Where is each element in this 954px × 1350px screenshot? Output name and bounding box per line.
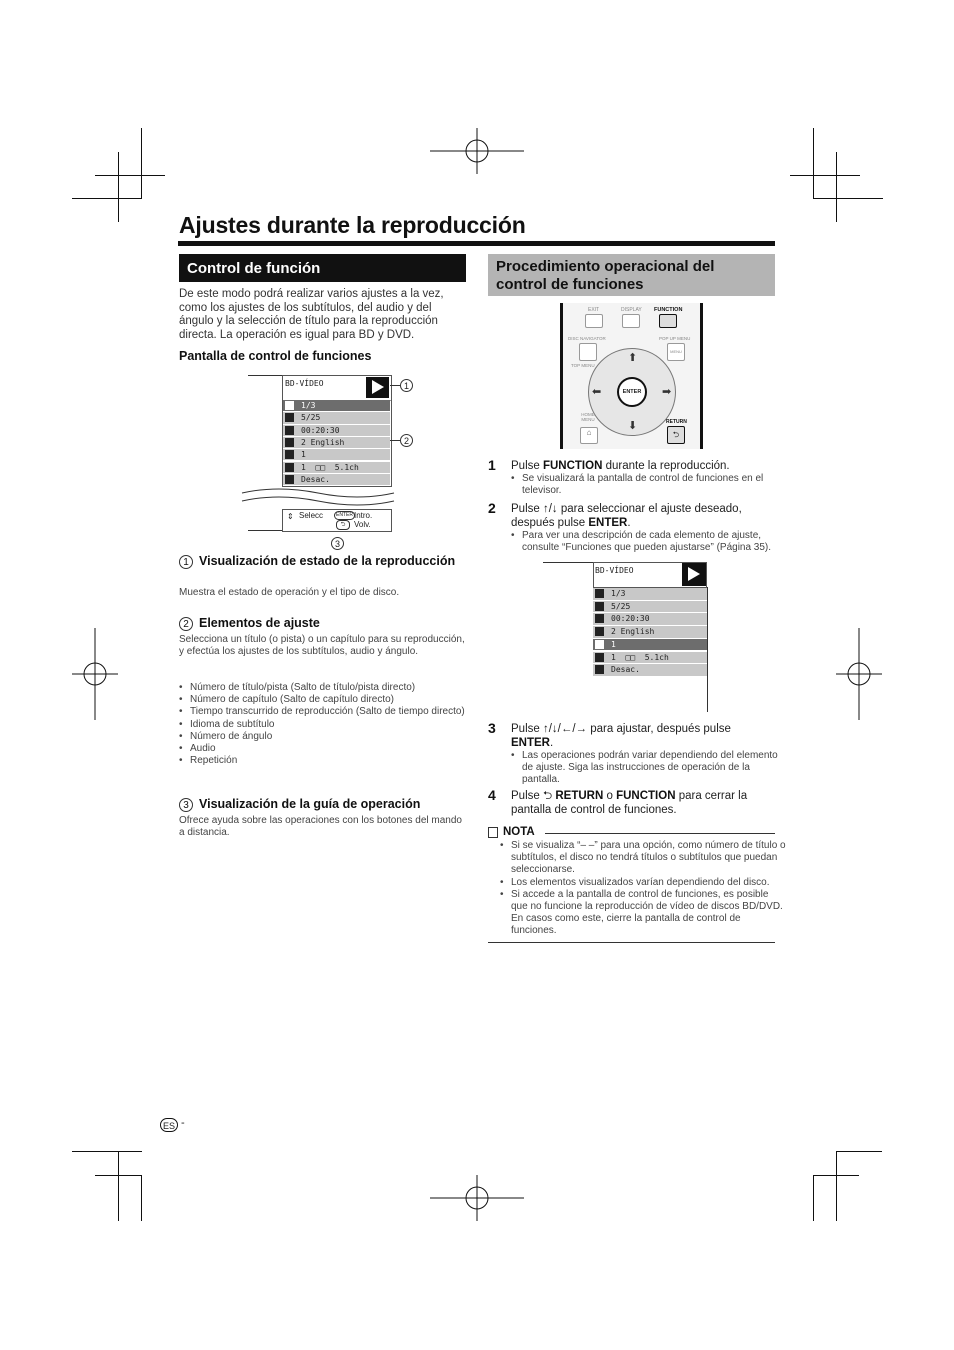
setting-value: 5/25 xyxy=(301,413,321,423)
enter-button[interactable]: ENTER xyxy=(617,377,647,407)
setting-value: 5/25 xyxy=(611,601,631,611)
remote-control-illustration xyxy=(560,303,703,449)
setting-value: 00:20:30 xyxy=(611,614,650,624)
list-item: • Tiempo transcurrido de reproducción (Salto de tiempo directo) xyxy=(190,706,477,718)
title-rule xyxy=(178,241,775,246)
registration-mark-top xyxy=(430,128,524,174)
return-label: RETURN xyxy=(666,419,687,425)
step-4-number: 4 xyxy=(488,787,496,803)
setting-value: 1 xyxy=(301,450,306,460)
top-menu-label: TOP MENU xyxy=(571,363,595,368)
list-item: • Los elementos visualizados varían dependiendo del disco. xyxy=(511,877,786,889)
note-bottom-rule xyxy=(488,942,775,943)
setting-icon xyxy=(285,426,294,435)
step-3-number: 3 xyxy=(488,720,496,736)
direction-pad[interactable] xyxy=(588,348,676,436)
callout-3: 3 xyxy=(331,537,344,550)
list-item: • Número de ángulo xyxy=(190,731,477,743)
osd-setting-row[interactable] xyxy=(283,425,390,436)
osd-setting-row[interactable] xyxy=(283,474,390,485)
page-title: Ajustes durante la reproducción xyxy=(179,212,526,238)
setting-icon xyxy=(285,413,294,422)
exit-label: EXIT xyxy=(588,307,600,313)
arrow-right-icon: ➡ xyxy=(662,386,672,398)
item-2-number: 2 xyxy=(179,617,193,631)
step-3-notes xyxy=(511,750,786,787)
setting-icon xyxy=(285,450,294,459)
item-3-desc: Ofrece ayuda sobre las operaciones con los botones del mando a distancia. xyxy=(179,815,462,838)
setting-icon xyxy=(595,627,604,636)
item-3-number: 3 xyxy=(179,798,193,812)
arrow-down-icon: ⬇ xyxy=(628,420,638,432)
note-icon xyxy=(488,827,498,838)
arrow-up-icon: ⬆ xyxy=(628,352,638,364)
popup-menu-label: POP UP MENU xyxy=(659,336,691,341)
step-2-notes xyxy=(511,530,786,554)
guide-select: Selecc xyxy=(299,511,324,520)
osd-disc-type: BD-VÍDEO xyxy=(285,379,324,388)
display-label: DISPLAY xyxy=(621,307,642,313)
item-3-title: 3 Visualización de la guía de operación xyxy=(179,797,420,812)
updown-icon: ⇕ xyxy=(287,512,294,521)
menu-button[interactable]: MENU xyxy=(667,343,685,361)
item-2-desc: Selecciona un título (o pista) o un capítulo para su reproducción, y efectúa los ajustes de los subtítulos, audio y ángulo. xyxy=(179,634,465,657)
osd-setting-row[interactable] xyxy=(593,639,707,651)
osd-setting-row[interactable] xyxy=(593,626,707,638)
display-button[interactable] xyxy=(622,314,640,328)
return-key-icon: ⮌ xyxy=(336,520,350,530)
osd-setting-row[interactable] xyxy=(593,613,707,625)
note-rule xyxy=(545,833,775,834)
setting-value: 2 English xyxy=(611,627,655,637)
list-item: • Las operaciones podrán variar dependiendo del elemento de ajuste. Siga las instrucciones de operación de la pantalla. xyxy=(522,750,786,787)
language-badge: ES xyxy=(160,1118,178,1132)
setting-value: Desac. xyxy=(301,474,330,484)
setting-value: Desac. xyxy=(611,665,640,675)
wave-break xyxy=(238,485,398,509)
setting-icon xyxy=(595,640,604,649)
setting-value: 1 □□ 5.1ch xyxy=(611,652,669,662)
registration-mark-right xyxy=(836,628,882,720)
setting-value: 00:20:30 xyxy=(301,425,340,435)
osd-guide-panel xyxy=(282,509,392,532)
osd-setting-row[interactable] xyxy=(593,601,707,613)
guide-back: Volv. xyxy=(354,520,371,529)
setting-icon xyxy=(285,438,294,447)
osd-setting-row[interactable] xyxy=(593,652,707,664)
intro-text: De este modo podrá realizar varios ajustes a la vez, como los ajustes de los subtítulos, del audio y del ángulo y la selección de título para la reproducción directa. La operación es igual para BD y DVD. xyxy=(179,288,444,341)
list-item: • Idioma de subtítulo xyxy=(190,719,477,731)
setting-value: 1/3 xyxy=(301,401,316,410)
note-title: NOTA xyxy=(503,826,535,838)
list-item: • Para ver una descripción de cada elemento de ajuste, consulte “Funciones que pueden ajustarse” (Página 35). xyxy=(522,530,786,554)
step-1-number: 1 xyxy=(488,457,496,473)
list-item: • Número de título/pista (Salto de título/pista directo) xyxy=(190,682,477,694)
callout-2: 2 xyxy=(400,434,413,447)
osd2-disc-type: BD-VÍDEO xyxy=(595,566,634,575)
page-number: - xyxy=(181,1117,185,1129)
setting-icon xyxy=(595,602,604,611)
registration-mark-left xyxy=(72,628,118,720)
step-2-text: Pulse ↑/↓ para seleccionar el ajuste deseado, después pulse ENTER. xyxy=(511,503,742,529)
play-icon xyxy=(366,377,389,398)
return-button[interactable]: ⮌ xyxy=(667,426,685,444)
setting-icon xyxy=(285,463,294,472)
osd-setting-row[interactable] xyxy=(283,437,390,448)
screen-heading: Pantalla de control de funciones xyxy=(179,349,372,363)
step-1-text: Pulse FUNCTION durante la reproducción. xyxy=(511,460,730,472)
setting-value: 2 English xyxy=(301,437,345,447)
setting-icon xyxy=(285,475,294,484)
disc-navigator-label: DISC NAVIGATOR xyxy=(568,336,606,341)
step-4-text: Pulse ⮌ RETURN o FUNCTION para cerrar la pantalla de control de funciones. xyxy=(511,790,748,816)
osd-setting-row[interactable] xyxy=(283,400,390,411)
section-title-right: Procedimiento operacional del control de funciones xyxy=(488,254,775,296)
item-1-desc: Muestra el estado de operación y el tipo de disco. xyxy=(179,587,400,598)
callout-1: 1 xyxy=(400,379,413,392)
setting-icon xyxy=(285,401,294,410)
arrow-left-icon: ⬅ xyxy=(592,386,602,398)
osd-setting-row[interactable] xyxy=(593,588,707,600)
adjustment-items-list xyxy=(179,682,477,767)
osd-setting-row[interactable] xyxy=(283,412,390,423)
list-item: • Si accede a la pantalla de control de funciones, es posible que no funcione la reproducción de vídeo de discos BD/DVD. En casos como este, cierre la pantalla de control de funciones. xyxy=(511,889,786,938)
list-item: • Número de capítulo (Salto de capítulo directo) xyxy=(190,694,477,706)
osd-setting-row[interactable] xyxy=(283,449,390,460)
item-1-number: 1 xyxy=(179,555,193,569)
osd-setting-row[interactable] xyxy=(283,462,390,473)
item-2-title: 2 Elementos de ajuste xyxy=(179,616,320,631)
list-item: • Se visualizará la pantalla de control de funciones en el televisor. xyxy=(522,473,786,497)
step-1-notes xyxy=(511,473,786,497)
enter-key-icon: ENTER xyxy=(336,512,353,518)
step-3-text: Pulse ↑/↓/←/→ para ajustar, después pulse ENTER. xyxy=(511,723,731,749)
function-label: FUNCTION xyxy=(654,307,683,313)
setting-icon xyxy=(595,665,604,674)
home-icon[interactable]: ⌂ xyxy=(580,427,598,444)
list-item: • Repetición xyxy=(190,755,477,767)
setting-value: 1 xyxy=(611,639,616,649)
function-button[interactable] xyxy=(659,314,677,328)
guide-enter: Intro. xyxy=(354,511,373,520)
item-1-title: 1 Visualización de estado de la reproducción xyxy=(179,554,459,569)
setting-value: 1 □□ 5.1ch xyxy=(301,462,359,472)
home-menu-label: HOME MENU xyxy=(581,412,595,422)
registration-mark-bottom xyxy=(430,1175,524,1221)
setting-value: 1/3 xyxy=(611,589,626,598)
section-title-left: Control de función xyxy=(179,254,466,282)
step-2-number: 2 xyxy=(488,500,496,516)
play-icon xyxy=(682,563,706,586)
setting-icon xyxy=(595,653,604,662)
disc-navigator-button[interactable] xyxy=(579,343,597,361)
list-item: • Audio xyxy=(190,743,477,755)
exit-button[interactable] xyxy=(585,314,603,328)
list-item: • Si se visualiza “– –” para una opción, como número de título o subtítulos, el disco no tendrá títulos o subtítulos que puedan seleccionarse. xyxy=(511,840,786,877)
setting-icon xyxy=(595,589,604,598)
osd-setting-row[interactable] xyxy=(593,664,707,676)
setting-icon xyxy=(595,614,604,623)
note-list xyxy=(500,840,786,938)
